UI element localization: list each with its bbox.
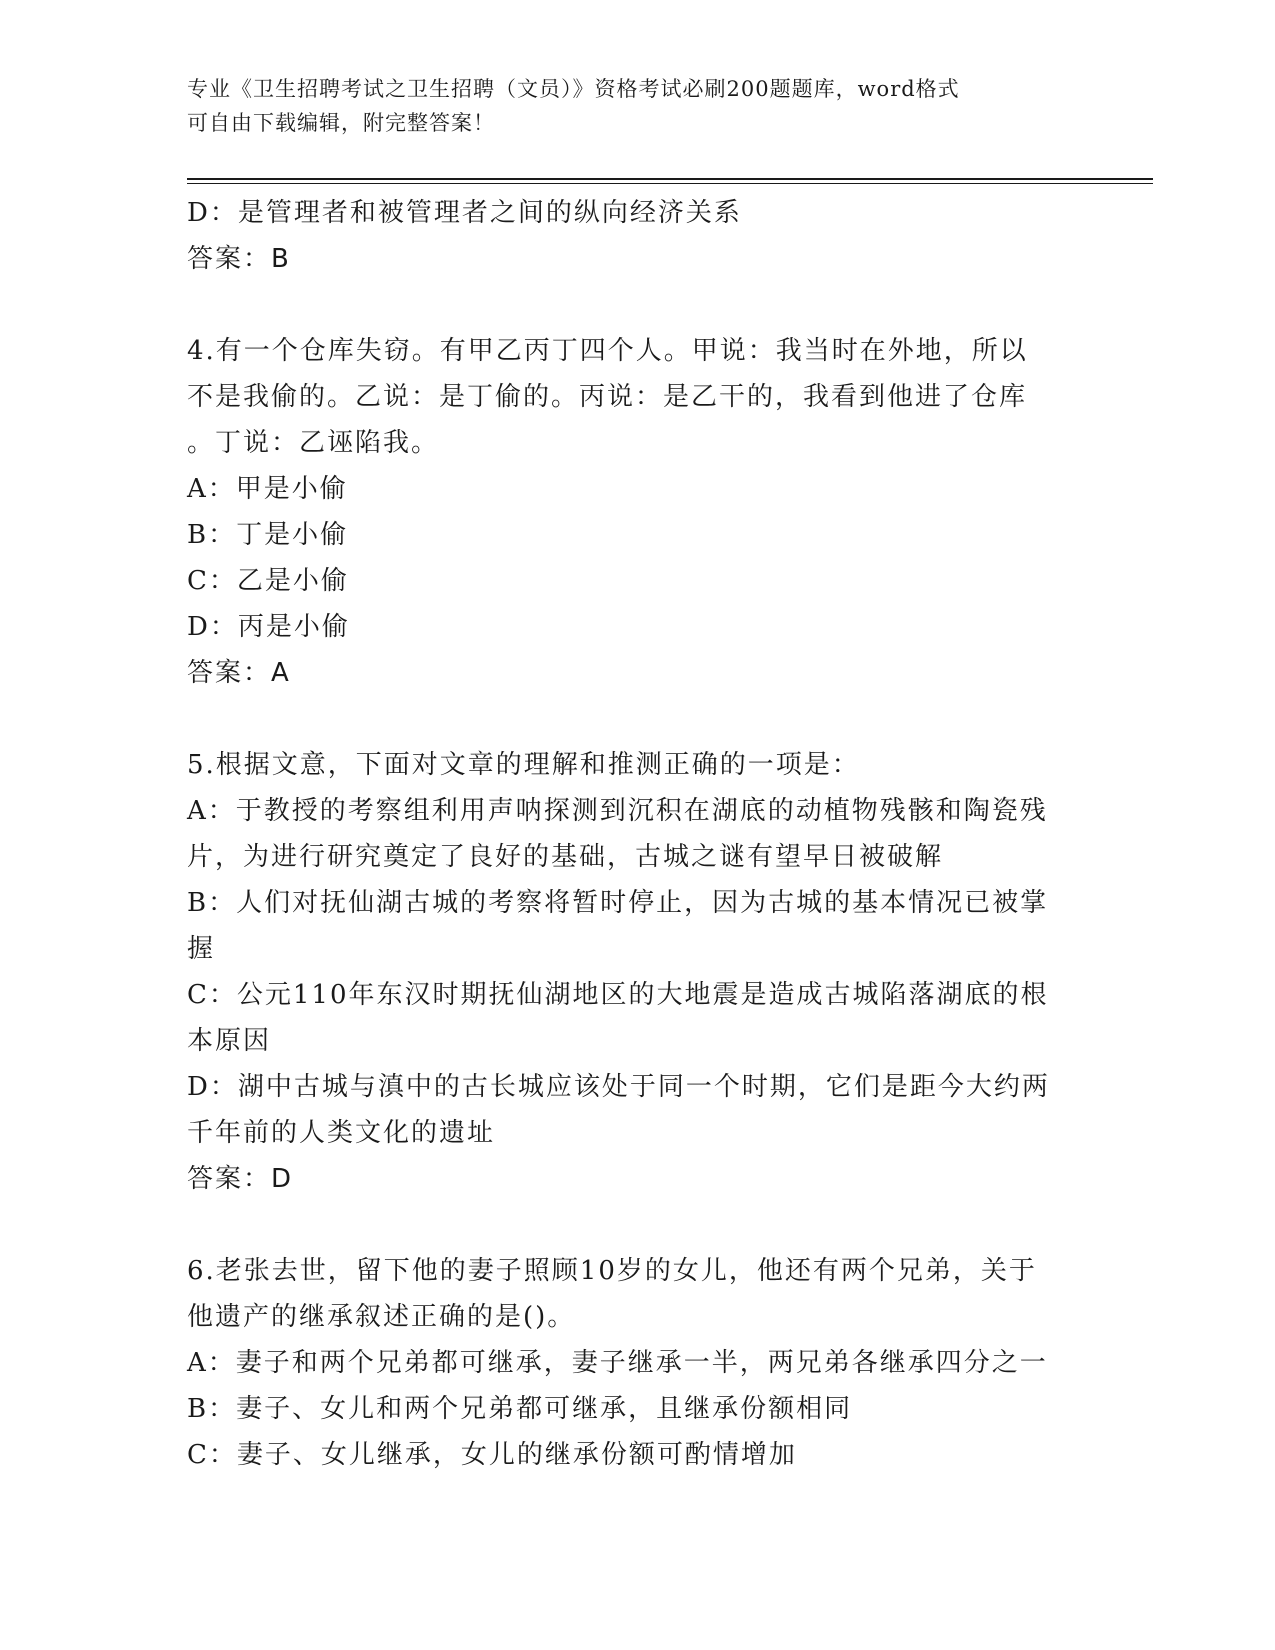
document-body (187, 190, 1087, 1478)
q5-option-d-line-1: D：湖中古城与滇中的古长城应该处于同一个时期，它们是距今大约两 (187, 1072, 1050, 1102)
q4-stem-line-2: 不是我偷的。乙说：是丁偷的。丙说：是乙干的，我看到他进了仓库 (187, 382, 1028, 412)
q6-option-b: B：妻子、女儿和两个兄弟都可继承，且继承份额相同 (187, 1394, 853, 1424)
q5-option-a-line-1: A：于教授的考察组利用声呐探测到沉积在湖底的动植物残骸和陶瓷残 (187, 796, 1048, 826)
q5-option-b-line-1: B：人们对抚仙湖古城的考察将暂时停止，因为古城的基本情况已被掌 (187, 888, 1049, 918)
q4-stem-line-3: 。丁说：乙诬陷我。 (187, 428, 440, 458)
q3-option-d: D：是管理者和被管理者之间的纵向经济关系 (187, 198, 742, 228)
q4-answer: 答案：A (187, 658, 291, 688)
q3-answer: 答案：B (187, 244, 291, 274)
page-header (187, 72, 1087, 140)
question-4 (187, 328, 1087, 696)
question-6 (187, 1248, 1087, 1478)
q5-option-b-line-2: 握 (187, 934, 216, 964)
q4-option-c: C：乙是小偷 (187, 566, 349, 596)
q5-answer: 答案：D (187, 1164, 294, 1194)
spacer (187, 1202, 1087, 1248)
q6-stem-line-2: 他遗产的继承叙述正确的是()。 (187, 1302, 576, 1332)
q5-option-c-line-2: 本原因 (187, 1026, 272, 1056)
q5-option-c-line-1: C：公元110年东汉时期抚仙湖地区的大地震是造成古城陷落湖底的根 (187, 980, 1049, 1010)
question-5 (187, 742, 1087, 1202)
header-divider-thick (187, 178, 1153, 180)
spacer (187, 282, 1087, 328)
q5-option-a-line-2: 片，为进行研究奠定了良好的基础，古城之谜有望早日被破解 (187, 842, 944, 872)
q6-stem-line-1: 6.老张去世，留下他的妻子照顾10岁的女儿，他还有两个兄弟，关于 (187, 1256, 1037, 1286)
question-3-tail (187, 190, 1087, 282)
q4-option-a: A：甲是小偷 (187, 474, 348, 504)
q4-option-b: B：丁是小偷 (187, 520, 349, 550)
header-title-line-1: 专业《卫生招聘考试之卫生招聘（文员）》资格考试必刷200题题库，word格式 (187, 77, 960, 101)
spacer (187, 696, 1087, 742)
q4-option-d: D：丙是小偷 (187, 612, 350, 642)
q6-option-a: A：妻子和两个兄弟都可继承，妻子继承一半，两兄弟各继承四分之一 (187, 1348, 1048, 1378)
q4-stem-line-1: 4.有一个仓库失窃。有甲乙丙丁四个人。甲说：我当时在外地，所以 (187, 336, 1028, 366)
q5-stem: 5.根据文意，下面对文章的理解和推测正确的一项是： (187, 750, 860, 780)
header-divider-thin (187, 183, 1153, 184)
q5-option-d-line-2: 千年前的人类文化的遗址 (187, 1118, 496, 1148)
header-title-line-2: 可自由下载编辑，附完整答案！ (187, 111, 495, 135)
q6-option-c: C：妻子、女儿继承，女儿的继承份额可酌情增加 (187, 1440, 797, 1470)
